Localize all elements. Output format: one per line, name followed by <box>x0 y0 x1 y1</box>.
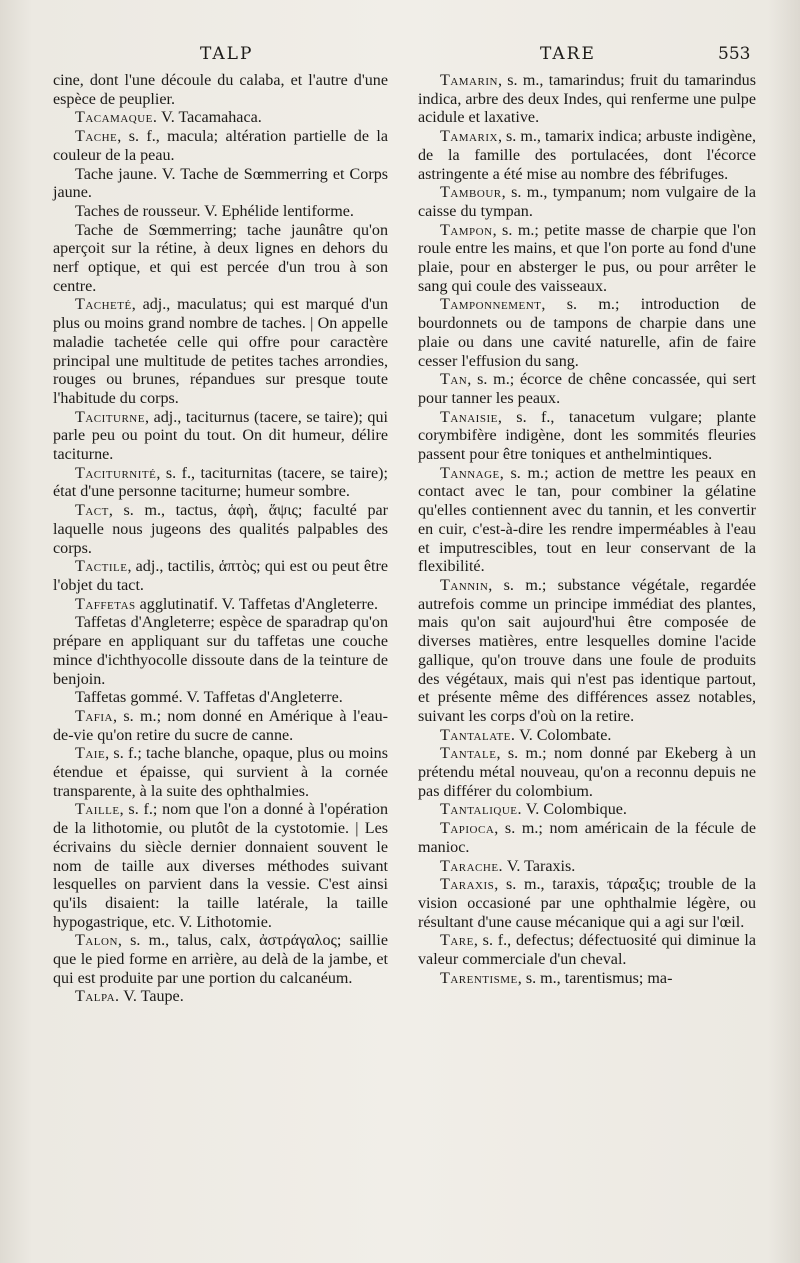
dictionary-entry <box>418 820 756 857</box>
dictionary-entry <box>53 708 388 745</box>
dictionary-entry <box>53 932 388 988</box>
dictionary-entry <box>418 858 756 877</box>
entry-definition: , s. m., talus, calx, ἀστράγαλος; saillie que le pied forme en arrière, au delà de la jambe, et qui est produite par une portion du calcanéum. <box>53 932 388 987</box>
entry-definition: , s. m., tamarindus; fruit du tamarindus indica, arbre des deux Indes, qui renferme une pulpe acidule et laxative. <box>418 72 756 127</box>
dictionary-entry <box>53 166 388 203</box>
entry-definition: agglutinatif. V. Taffetas d'Angleterre. <box>135 595 379 613</box>
dictionary-entry <box>418 371 756 408</box>
dictionary-entry <box>53 222 388 297</box>
header-right-word: TARE <box>540 44 596 64</box>
entry-definition: , s. m.; nom américain de la fécule de manioc. <box>418 820 756 856</box>
entry-definition: , s. m.; nom donné en Amérique à l'eau-de-vie qu'on retire du sucre de canne. <box>53 707 388 744</box>
entry-definition: , s. f.; nom que l'on a donné à l'opération de la lithotomie, ou plutôt de la cystotomie. | Les écrivains du siècle dernier donnaient souvent le nom de taille aux diverses méthodes suivant lesquelles on parvient dans la vessie. C'est ainsi qu'ils disaient: la taille latérale, la taille hypogastrique, etc. V. Lithotomie. <box>53 801 388 931</box>
dictionary-entry <box>53 745 388 801</box>
dictionary-entry <box>418 296 756 371</box>
dictionary-entry <box>418 876 756 932</box>
dictionary-entry <box>53 296 388 408</box>
entry-headword: Taffetas <box>75 595 136 613</box>
dictionary-entry <box>53 558 388 595</box>
dictionary-entry <box>53 409 388 465</box>
entry-definition: , s. m., tamarix indica; arbuste indigène, de la famille des portulacées, dont l'écorce astringente a été mise au nombre des fébrifuges. <box>418 128 756 183</box>
page-number: 553 <box>718 44 751 64</box>
entry-headword: Tarentisme <box>440 969 518 987</box>
running-header <box>0 44 800 72</box>
dictionary-entry <box>53 988 388 1007</box>
entry-definition: cine, dont l'une découle du calaba, et l'autre d'une espèce de peuplier. <box>53 72 388 108</box>
entry-definition: , s. f., tanacetum vulgare; plante corymbifère indigène, dont les sommités fleuries passent pour être toniques et anthelmintiques. <box>418 408 756 464</box>
entry-definition: , s. m.; action de mettre les peaux en contact avec le tan, pour combiner la gélatine qu'elles contiennent avec du tannin, et les convertir en cuir, c'est-à-dire les rendre imperméables à l'eau et imputrescibles, tout en leur conservant de la flexibilité. <box>418 464 756 576</box>
entry-headword: Taille <box>75 801 120 819</box>
entry-definition: V. Colombique. <box>522 801 627 819</box>
dictionary-entry <box>53 689 388 708</box>
dictionary-entry <box>53 614 388 689</box>
entry-headword: Taie <box>75 745 106 763</box>
entry-headword: Tamponnement <box>440 296 542 314</box>
entry-headword: Tambour <box>440 184 502 202</box>
dictionary-entry <box>53 596 388 615</box>
left-column <box>53 72 388 1007</box>
entry-definition: V. Taupe. <box>119 988 184 1006</box>
entry-definition: , s. f., taciturnitas (tacere, se taire); état d'une personne taciturne; humeur sombre. <box>53 464 388 501</box>
entry-headword: Tact <box>75 502 109 520</box>
dictionary-entry <box>53 502 388 558</box>
entry-headword: Tamarin <box>440 72 498 89</box>
entry-definition: , adj., taciturnus (tacere, se taire); qui parle peu ou point du tout. On dit humeur, délire taciturne. <box>53 408 388 464</box>
entry-headword: Tare <box>440 932 474 950</box>
entry-definition: Taffetas gommé. V. Taffetas d'Angleterre. <box>75 689 343 707</box>
entry-definition: , s. m., tarentismus; ma- <box>517 969 673 987</box>
entry-headword: Talpa. <box>75 988 120 1006</box>
entry-definition: Taches de rousseur. V. Ephélide lentiforme. <box>75 202 354 220</box>
entry-definition: Taffetas d'Angleterre; espèce de sparadrap qu'on prépare en appliquant sur du taffetas une couche mince d'ichthyocolle dissoute dans de la teinture de benjoin. <box>53 614 388 688</box>
entry-definition: , s. m.; nom donné par Ekeberg à un prétendu métal nouveau, qu'on a reconnu depuis ne pas différer du colombium. <box>418 745 756 800</box>
entry-definition: , s. f., defectus; défectuosité qui diminue la valeur commerciale d'un cheval. <box>418 932 756 969</box>
entry-definition: , s. f.; tache blanche, opaque, plus ou moins étendue et épaisse, qui survient à la cornée transparente, à la suite des ophthalmies. <box>53 745 388 800</box>
entry-definition: , adj., maculatus; qui est marqué d'un plus ou moins grand nombre de taches. | On appelle maladie tachetée celle qui offre pour caractère principal une multitude de petites taches arrondies, rouges ou brunes, répandues sur presque toute l'habitude du corps. <box>53 296 388 407</box>
entry-headword: Tarache. <box>440 857 504 875</box>
dictionary-entry <box>418 128 756 184</box>
entry-definition: V. Colombate. <box>515 726 612 744</box>
entry-headword: Tacheté <box>75 296 132 314</box>
entry-definition: , s. m.; introduction de bourdonnets ou de tampons de charpie dans une plaie ou dans une cavité naturelle, afin de faire cesser l'effusion du sang. <box>418 296 756 370</box>
entry-definition: Tache jaune. V. Tache de Sœmmerring et Corps jaune. <box>53 165 388 202</box>
entry-headword: Tache <box>75 128 118 146</box>
dictionary-entry <box>418 465 756 577</box>
entry-headword: Tampon <box>440 221 493 239</box>
entry-definition: , s. m.; écorce de chêne concassée, qui sert pour tanner les peaux. <box>418 371 756 407</box>
entry-definition: Tache de Sœmmerring; tache jaunâtre qu'on aperçoit sur la rétine, à deux lignes en dehors du nerf optique, et qui est percée d'un trou à son centre. <box>53 221 388 295</box>
dictionary-entry <box>53 203 388 222</box>
entry-definition: , s. m., taraxis, τάραξις; trouble de la vision occasioné par une ophthalmie légère, ou résultant d'une cause mécanique qui a agi sur l'œil. <box>418 876 756 931</box>
dictionary-entry <box>53 465 388 502</box>
right-column <box>418 72 756 988</box>
entry-definition: , s. m., tactus, ἁφὴ, ἅψις; faculté par laquelle nous jugeons des qualités palpables des corps. <box>53 502 388 557</box>
entry-headword: Taciturne <box>75 408 145 426</box>
dictionary-entry <box>418 222 756 297</box>
entry-headword: Tamarix <box>440 128 498 146</box>
dictionary-entry <box>418 409 756 465</box>
dictionary-entry <box>53 72 388 109</box>
dictionary-entry <box>418 745 756 801</box>
entry-headword: Tantalate. <box>440 726 516 744</box>
entry-headword: Tantale <box>440 745 497 763</box>
entry-headword: Tactile <box>75 558 128 576</box>
entry-headword: Taciturnité <box>75 464 157 482</box>
entry-definition: , s. m.; substance végétale, regardée autrefois comme un principe immédiat des plantes, mais qu'on sait aujourd'hui être composée de diverses matières, entre lesquelles domine l'acide gallique, qu'on trouve dans une foule de produits des végétaux, mais qui n'est pas identique partout, et présente même des différences assez notables, suivant les corps d'où on la retire. <box>418 576 756 725</box>
entry-definition: V. Taraxis. <box>503 857 576 875</box>
dictionary-entry <box>53 109 388 128</box>
dictionary-entry <box>53 128 388 165</box>
entry-definition: , s. m., tympanum; nom vulgaire de la caisse du tympan. <box>418 184 756 220</box>
dictionary-entry <box>418 932 756 969</box>
header-left-word: TALP <box>200 44 254 64</box>
dictionary-entry <box>418 970 756 989</box>
entry-headword: Tantalique. <box>440 801 523 819</box>
dictionary-entry <box>418 72 756 128</box>
entry-definition: , s. f., macula; altération partielle de la couleur de la peau. <box>53 128 388 164</box>
entry-definition: , s. m.; petite masse de charpie que l'on roule entre les mains, et que l'on porte au fond d'une plaie, pour en absterger le pus, ou pour arrêter le sang qui coule des vaisseaux. <box>418 221 756 295</box>
dictionary-entry <box>418 577 756 727</box>
dictionary-entry <box>418 801 756 820</box>
entry-headword: Tacamaque. <box>75 109 158 127</box>
entry-headword: Tanaisie <box>440 408 498 426</box>
entry-headword: Tafia <box>75 707 113 725</box>
entry-headword: Talon <box>75 932 118 950</box>
entry-headword: Tapioca <box>440 820 495 838</box>
entry-headword: Taraxis <box>440 876 495 894</box>
entry-headword: Tan <box>440 371 468 389</box>
dictionary-entry <box>418 184 756 221</box>
dictionary-entry <box>418 727 756 746</box>
entry-definition: , adj., tactilis, ἁπτὸς; qui est ou peut être l'objet du tact. <box>53 558 388 594</box>
entry-headword: Tannin <box>440 576 489 594</box>
entry-definition: V. Tacamahaca. <box>157 109 262 127</box>
dictionary-entry <box>53 801 388 932</box>
entry-headword: Tannage <box>440 464 500 482</box>
